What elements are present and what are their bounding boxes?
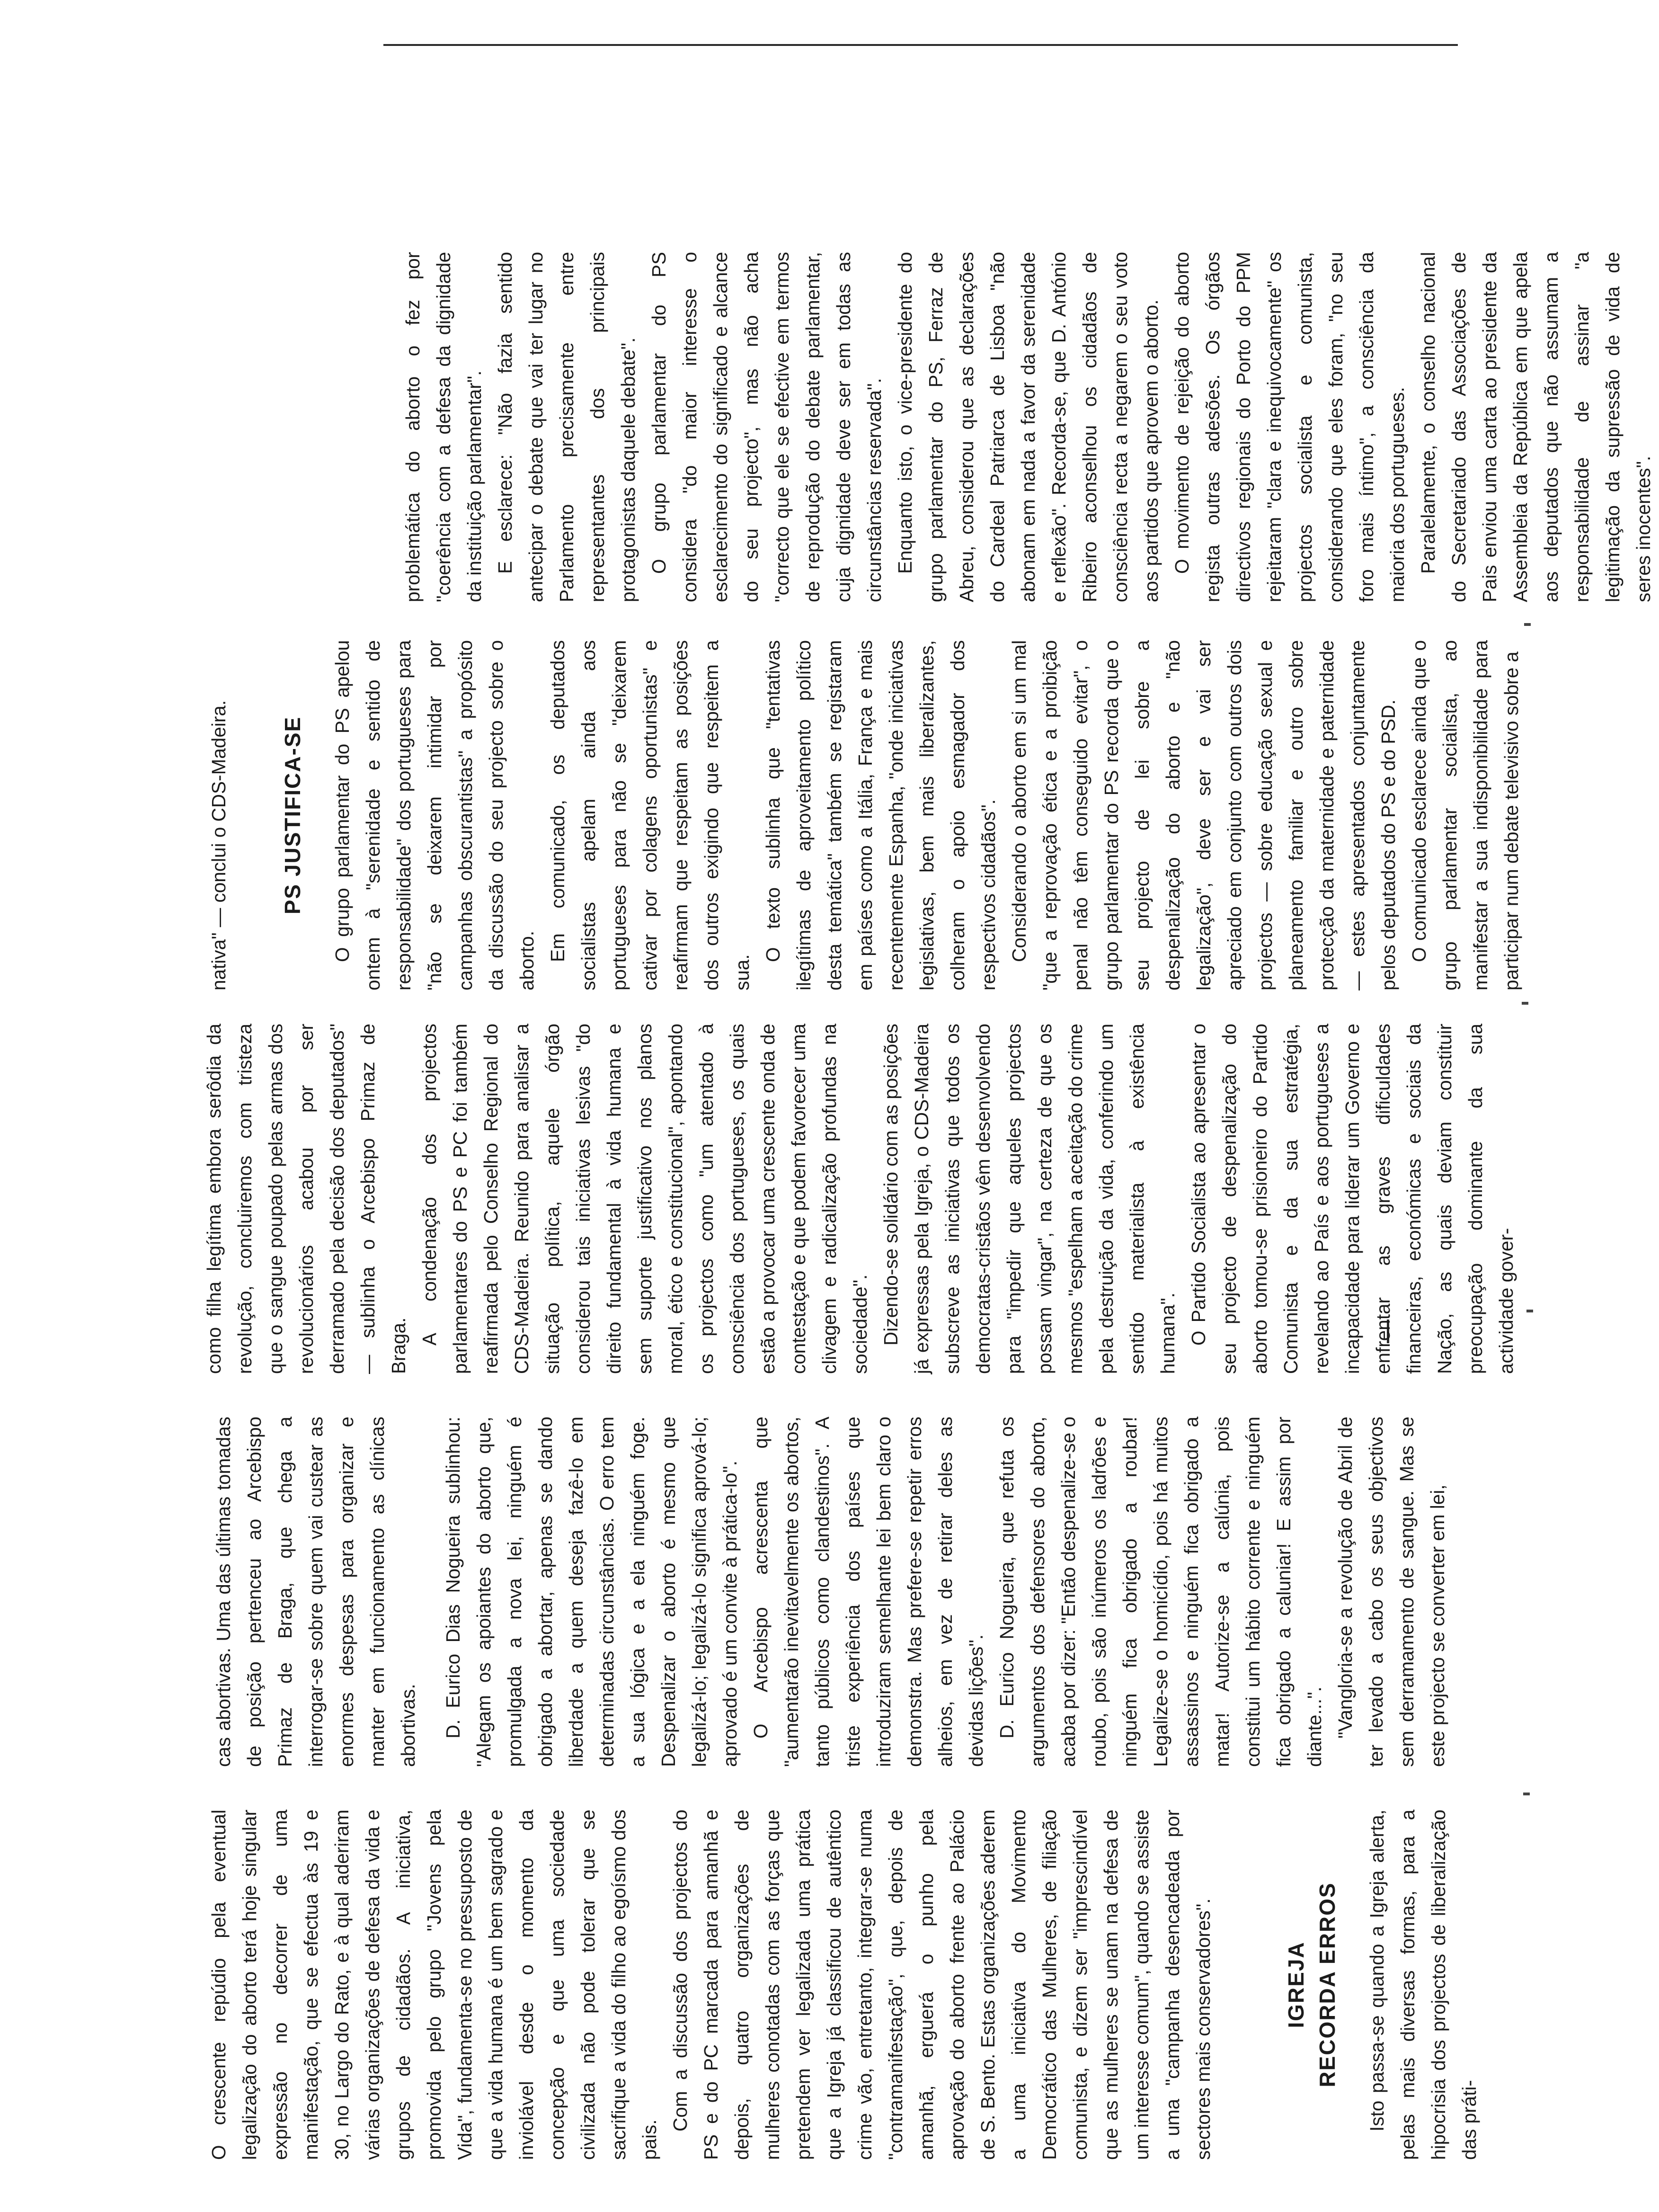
- paragraph: "Vangloria-se a revolução de Abril de ter levado a cabo os seus objectivos sem derramamento de sangue. Mas se este projecto se converter em lei,: [1334, 1411, 1448, 1767]
- article-column-4: [204, 634, 1522, 990]
- article-column-1: [204, 1804, 1480, 2160]
- paragraph: D. Eurico Dias Nogueira sublinhou: "Alegam os apoiantes do aborto que, promulgada a nova lei, ninguém é obrigado a abortar, apenas se dando liberdade a quem deseja fazê-lo em determinadas circunstâncias. O erro tem a sua lógica e a ela ninguém foge. Despenalizar o aborto é mesmo que legalizá-lo; legalizá-lo significa aprová-lo; aprovado é um convite à prática-lo".: [442, 1411, 741, 1767]
- paragraph: O movimento de rejeição do aborto regista outras adesões. Os órgãos directivos regionais do Porto do PPM rejeitaram "clara e inequivocamente" os projectos socialista e comunista, considerando que eles foram, "no seu foro mais íntimo", a consciência da maioria dos portugueses.: [1171, 246, 1408, 602]
- scan-speck: [1524, 623, 1531, 626]
- paragraph: E esclarece: "Não fazia sentido antecipar o debate que vai ter lugar no Parlamento precisamente entre representantes dos principais protagonistas daquele debate".: [494, 246, 639, 602]
- paragraph: cas abortivas. Uma das últimas tomadas de posição pertenceu ao Arcebispo Primaz de Braga, que chega a interrogar-se sobre quem vai custear as enormes despesas para organizar e manter em funcionamento as clínicas abortivas.: [213, 1411, 419, 1767]
- paragraph: O grupo parlamentar do PS apelou ontem à "serenidade e sentido de responsabilidade" dos portugueses para "não se deixarem intimidar por campanhas obscurantistas" a propósito da discussão do seu projecto sobre o aborto.: [331, 634, 538, 990]
- paragraph: como filha legítima embora serôdia da revolução, concluiremos com tristeza que o sangue poupado pelas armas dos revolucionários acabou por ser derramado pela decisão dos deputados" — sublinha o Arcebispo Primaz de Braga.: [203, 1018, 409, 1374]
- paragraph: O crescente repúdio pela eventual legalização do aborto terá hoje singular expressão no decorrer de uma manifestação, que se efectua às 19 e 30, no Largo do Rato, e à qual aderiram várias organizações de defesa da vida e grupos de cidadãos. A iniciativa, promovida pelo grupo "Jovens pela Vida", fundamenta-se no pressuposto de que a vida humana é um bem sagrado e inviolável desde o momento da concepção e que uma sociedade civilizada não pode tolerar que se sacrifique a vida do filho ao egoísmo dos pais.: [208, 1804, 660, 2160]
- scan-speck: [1526, 1310, 1533, 1312]
- paragraph: A condenação dos projectos parlamentares do PS e PC foi também reafirmada pelo Conselho Regional do CDS-Madeira. Reunido para analisar a situação política, aquele órgão considerou tais iniciativas lesivas "do direito fundamental à vida humana e sem suporte justificativo nos planos moral, ético e constitucional", apontando os projectos como "um atentado à consciência dos portugueses, os quais estão a provocar uma crescente onda de contestação e que podem favorecer uma clivagem e radicalização profundas na sociedade".: [418, 1018, 871, 1374]
- paragraph: Em comunicado, os deputados socialistas apelam ainda aos portugueses para não se "deixarem cativar por colagens oportunistas" e reafirmam que respeitam as posições dos outros exigindo que respeitem a sua.: [547, 634, 753, 990]
- paragraph: O Partido Socialista ao apresentar o seu projecto de despenalização do aborto tomou-se prisioneiro do Partido Comunista e da sua estratégia, revelando ao País e aos portugueses a incapacidade para liderar um Governo e enfrentar as graves dificuldades financeiras, económicas e sociais da Nação, as quais deviam constituir preocupação dominante da sua actividade gover-: [1188, 1018, 1517, 1374]
- paragraph: nativa" — conclui o CDS-Madeira.: [208, 700, 230, 990]
- paragraph: Paralelamente, o conselho nacional do Secretariado das Associações de Pais enviou uma carta ao presidente da Assembleia da República em que apela aos deputados que não assumam a responsabilidade de assinar "a legitimação da supressão de vida de seres inocentes".: [1417, 246, 1654, 602]
- paragraph: Considerando o aborto em si um mal "que a reprovação ética e a proibição penal não têm conseguido evitar", o grupo parlamentar do PS recorda que o seu projecto de lei sobre a despenalização do aborto e "não legalização", deve ser e vai ser apreciado em conjunto com outros dois projectos — sobre educação sexual e planeamento familiar e outro sobre protecção da maternidade e paternidade — estes apresentados conjuntamente pelos deputados do PS e do PSD.: [1008, 634, 1399, 990]
- paragraph: Dizendo-se solidário com as posições já expressas pela Igreja, o CDS-Madeira subscreve as iniciativas que todos os democratas-cristãos vêm desenvolvendo para "impedir que aqueles projectos possam vingar", na certeza de que os mesmos "espelham a aceitação do crime pela destruição da vida, conferindo um sentido materialista à existência humana".: [880, 1018, 1179, 1374]
- article-column-2: [208, 1411, 1448, 1767]
- scan-speck: [1523, 1793, 1530, 1795]
- paragraph: O grupo parlamentar do PS considera "do maior interesse o esclarecimento do significado e alcance do seu projecto", mas não acha "correcto que ele se efective em termos de reprodução do debate parlamentar, cuja dignidade deve ser em todas as circunstâncias reservada".: [648, 246, 885, 602]
- paragraph: Enquanto isto, o vice-presidente do grupo parlamentar do PS, Ferraz de Abreu, considerou que as declarações do Cardeal Patriarca de Lisboa "não abonam em nada a favor da serenidade e reflexão". Recorda-se, que D. António Ribeiro aconselhou os cidadãos de consciência recta a negarem o seu voto aos partidos que aprovem o aborto.: [894, 246, 1162, 602]
- subheading-line: IGREJA: [1284, 1941, 1308, 2028]
- paragraph: O Arcebispo acrescenta que "aumentarão inevitavelmente os abortos, tanto públicos como clandestinos". A triste experiência dos países que introduziram semelhante lei bem claro o demonstra. Mas prefere-se repetir erros alheios, em vez de retirar deles as devidas lições".: [750, 1411, 987, 1767]
- paragraph: D. Eurico Nogueira, que refuta os argumentos dos defensores do aborto, acaba por dizer: "Então despenalize-se o roubo, pois são inúmeros os ladrões e ninguém fica obrigado a roubar! Legalize-se o homicídio, pois há muitos assassinos e ninguém fica obrigado a matar! Autorize-se a calúnia, pois constitui um hábito corrente e ninguém fica obrigado a caluniar! E assim por diante...".: [996, 1411, 1325, 1767]
- column-top-rule: [383, 44, 1458, 46]
- subheading-line: PS JUSTIFICA-SE: [280, 716, 305, 915]
- article-column-5: [398, 246, 1654, 602]
- paragraph: Isto passa-se quando a Igreja alerta, pelas mais diversas formas, para a hipocrisia dos projectos de liberalização das práti-: [1366, 1804, 1480, 2160]
- paragraph: Com a discussão dos projectos do PS e do PC marcada para amanhã e depois, quatro organizações de mulheres conotadas com as forças que pretendem ver legalizada uma prática que a Igreja já classificou de autêntico crime vão, entretanto, integrar-se numa "contramanifestação", que, depois de amanhã, erguerá o punho pela aprovação do aborto frente ao Palácio de S. Bento. Estas organizações aderem a uma iniciativa do Movimento Democrático das Mulheres, de filiação comunista, e dizem ser "imprescindível que as mulheres se unam na defesa de um interesse comum", quando se assiste a uma "campanha desencadeada por sectores mais conservadores".: [669, 1804, 1214, 2160]
- scan-speck: [1522, 1002, 1528, 1005]
- subheading: [277, 640, 308, 990]
- paragraph: O comunicado esclarece ainda que o grupo parlamentar socialista, ao manifestar a sua indisponibilidade para participar num debate televisivo sobre a: [1408, 634, 1522, 990]
- paragraph: problemática do aborto o fez por "coerência com a defesa da dignidade da instituição parlamentar".: [402, 246, 485, 602]
- paragraph: O texto sublinha que "tentativas ilegítimas de aproveitamento político desta temática" também se registaram em países como a Itália, França e mais recentemente Espanha, "onde iniciativas legislativas, bem mais liberalizantes, colheram o apoio esmagador dos respectivos cidadãos".: [762, 634, 999, 990]
- article-column-3: [199, 1018, 1517, 1374]
- subheading-line: RECORDA ERROS: [1315, 1882, 1340, 2087]
- subheading: [1280, 1810, 1343, 2160]
